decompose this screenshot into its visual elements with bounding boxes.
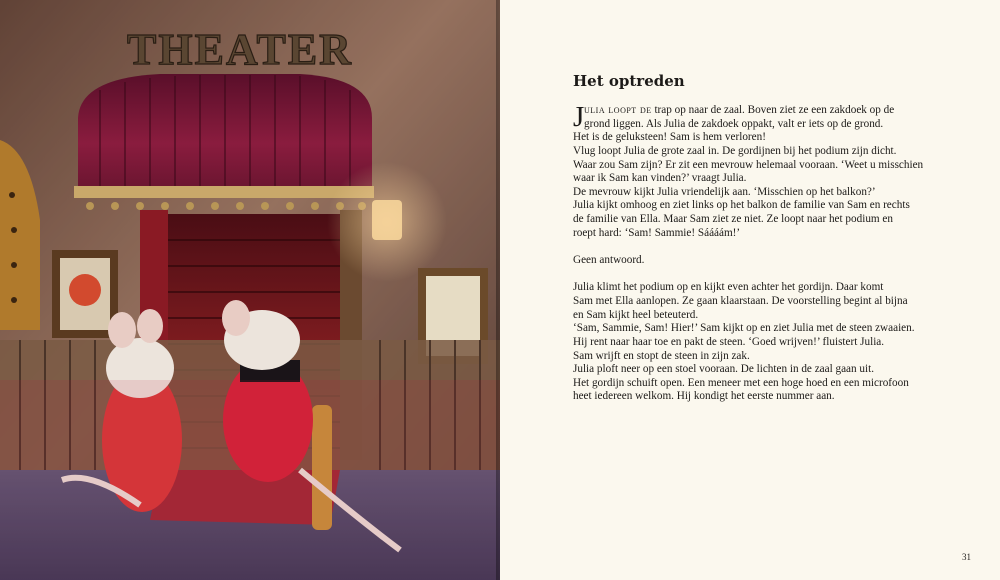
text-line: roept hard: ‘Sam! Sammie! Sáááám!’: [573, 226, 741, 239]
paragraph-gap: [573, 268, 953, 282]
text-line: waar ik Sam kan vinden?’ vraagt Julia.: [573, 172, 747, 185]
text-line: Waar zou Sam zijn? Er zit een mevrouw helemaal vooraan. ‘Weet u misschien: [573, 158, 924, 171]
text-line: Hij rent naar haar toe en pakt de steen. ‘Goed wrijven!’ fluistert Julia.: [573, 335, 885, 348]
text-line: heet iedereen welkom. Hij kondigt het eerste nummer aan.: [573, 390, 835, 403]
story-text: [573, 101, 953, 404]
text-line: ‘Sam, Sammie, Sam! Hier!’ Sam kijkt op en ziet Julia met de steen zwaaien.: [573, 322, 915, 335]
text-line: Sam wrijft en stopt de steen in zijn zak.: [573, 349, 750, 362]
text-line: Het gordijn schuift open. Een meneer met een hoge hoed en een microfoon: [573, 376, 909, 389]
awning-fringe: [74, 186, 374, 198]
theater-sign: THEATER: [127, 25, 353, 74]
text-line: [573, 104, 953, 118]
drop-cap: J: [573, 101, 585, 133]
text-line: Julia ploft neer op een stoel vooraan. De lichten in de zaal gaan uit.: [573, 363, 875, 376]
text-line: Sam met Ella aanlopen. Ze gaan klaarstaan. De voorstelling begint al bijna: [573, 294, 908, 307]
text-line: grond liggen. Als Julia de zakdoek oppakt, valt er iets op de grond.: [584, 117, 884, 130]
text-line: De mevrouw kijkt Julia vriendelijk aan. ‘Misschien op het balkon?’: [573, 185, 876, 198]
text-line: de familie van Ella. Maar Sam ziet ze niet. Ze loopt naar het podium en: [573, 213, 893, 226]
text-line: Julia kijkt omhoog en ziet links op het balkon de familie van Sam en rechts: [573, 199, 910, 212]
text-line: en Sam kijkt heel beteuterd.: [573, 308, 699, 321]
text-line: Vlug loopt Julia de grote zaal in. De gordijnen bij het podium zijn dicht.: [573, 144, 897, 157]
text-line: Geen antwoord.: [573, 254, 645, 267]
small-caps-lead: ulia loopt de: [584, 104, 652, 116]
text-page: [500, 0, 1000, 580]
text-line-rest: trap op naar de zaal. Boven ziet ze een zakdoek op de: [651, 104, 895, 116]
text-line: Het is de geluksteen! Sam is hem verloren!: [573, 131, 766, 144]
text-line: Julia klimt het podium op en kijkt even achter het gordijn. Daar komt: [573, 281, 884, 294]
paragraph-gap: [573, 240, 953, 254]
poster-dancer: [69, 274, 101, 306]
page-number: 31: [962, 552, 971, 562]
chapter-title: Het optreden: [573, 72, 685, 90]
